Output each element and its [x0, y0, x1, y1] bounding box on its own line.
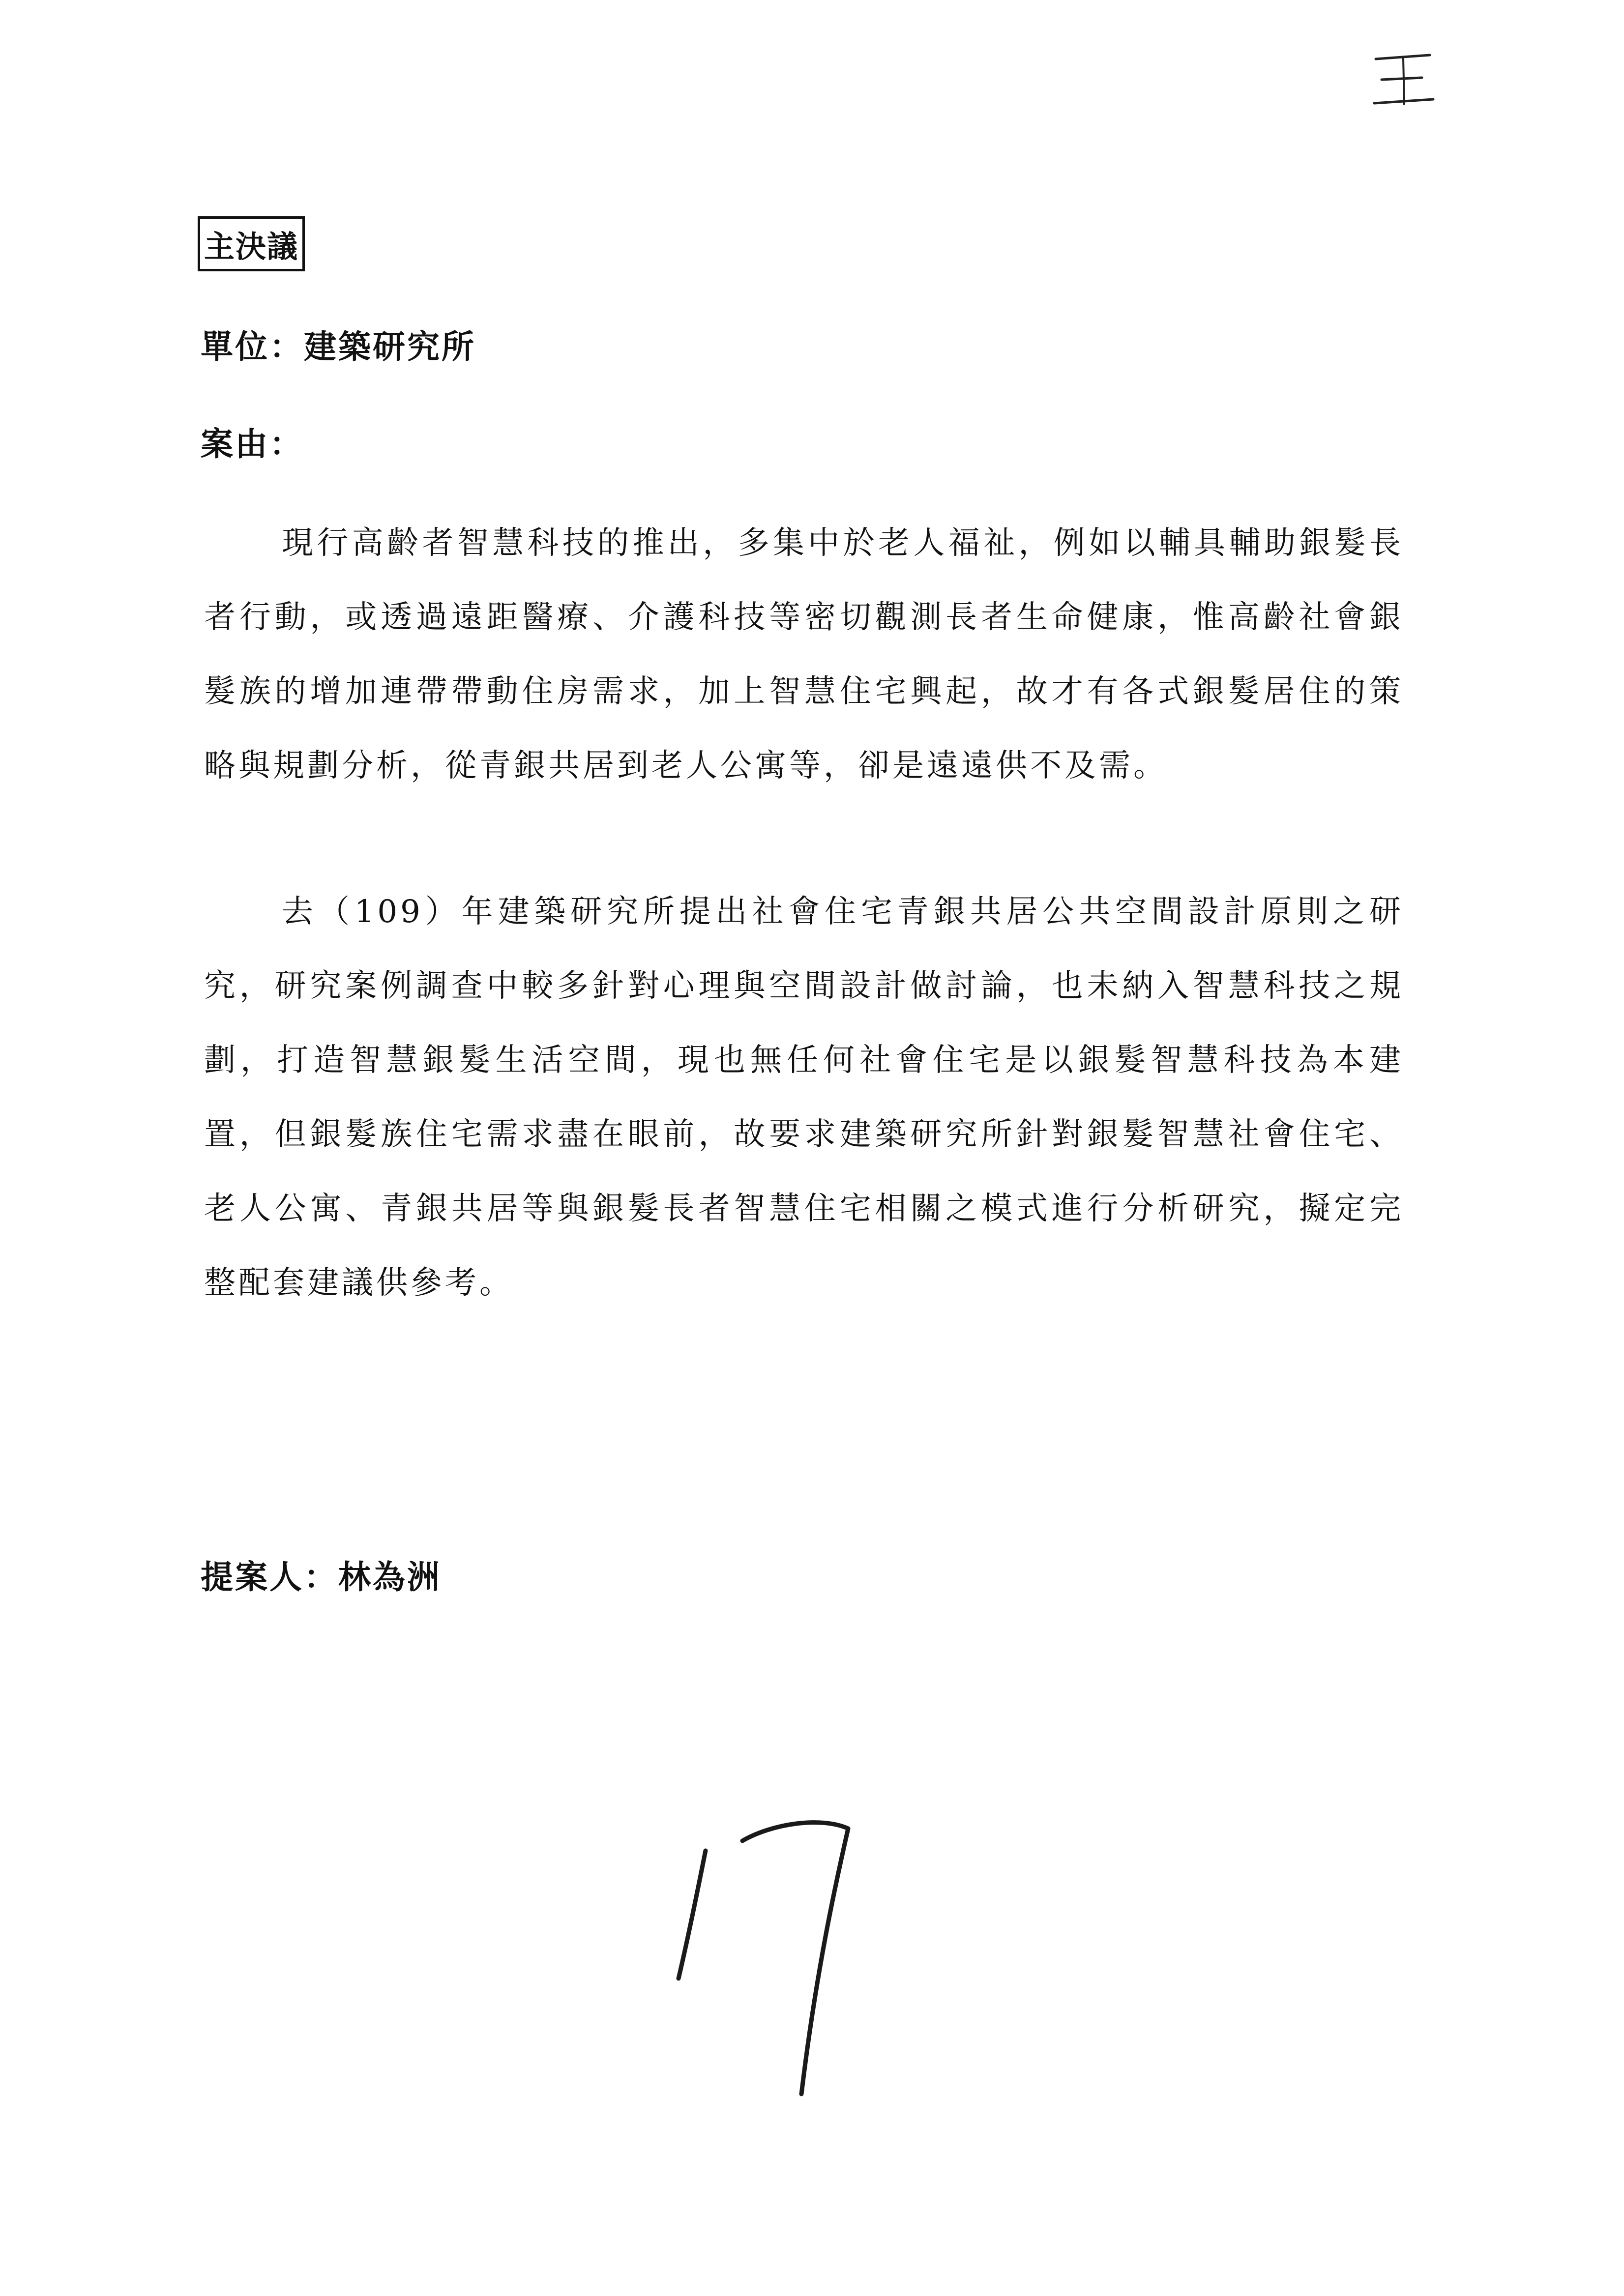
resolution-heading: 主決議 — [198, 216, 305, 271]
reason-paragraph-1: 現行高齡者智慧科技的推出，多集中於老人福祉，例如以輔具輔助銀髮長者行動，或透過遠距醫療、介護科技等密切觀測長者生命健康，惟高齡社會銀髮族的增加連帶帶動住房需求，加上智慧住宅興起，故才有各式銀髮居住的策略與規劃分析，從青銀共居到老人公寓等，卻是遠遠供不及需。 — [204, 525, 1404, 784]
handwritten-page-number — [659, 1809, 865, 2114]
reason-label: 案由： — [201, 425, 304, 463]
handwritten-corner-mark — [1367, 44, 1441, 113]
proposer-line: 提案人：林為洲 — [201, 1558, 442, 1596]
unit-line: 單位：建築研究所 — [201, 328, 476, 366]
reason-paragraph-2: 去（109）年建築研究所提出社會住宅青銀共居公共空間設計原則之研究，研究案例調查中較多針對心理與空間設計做討論，也未納入智慧科技之規劃，打造智慧銀髮生活空間，現也無任何社會住宅是以銀髮智慧科技為本建置，但銀髮族住宅需求盡在眼前，故要求建築研究所針對銀髮智慧社會住宅、老人公寓、青銀共居等與銀髮長者智慧住宅相關之模式進行分析研究，擬定完整配套建議供參考。 — [204, 894, 1404, 1301]
